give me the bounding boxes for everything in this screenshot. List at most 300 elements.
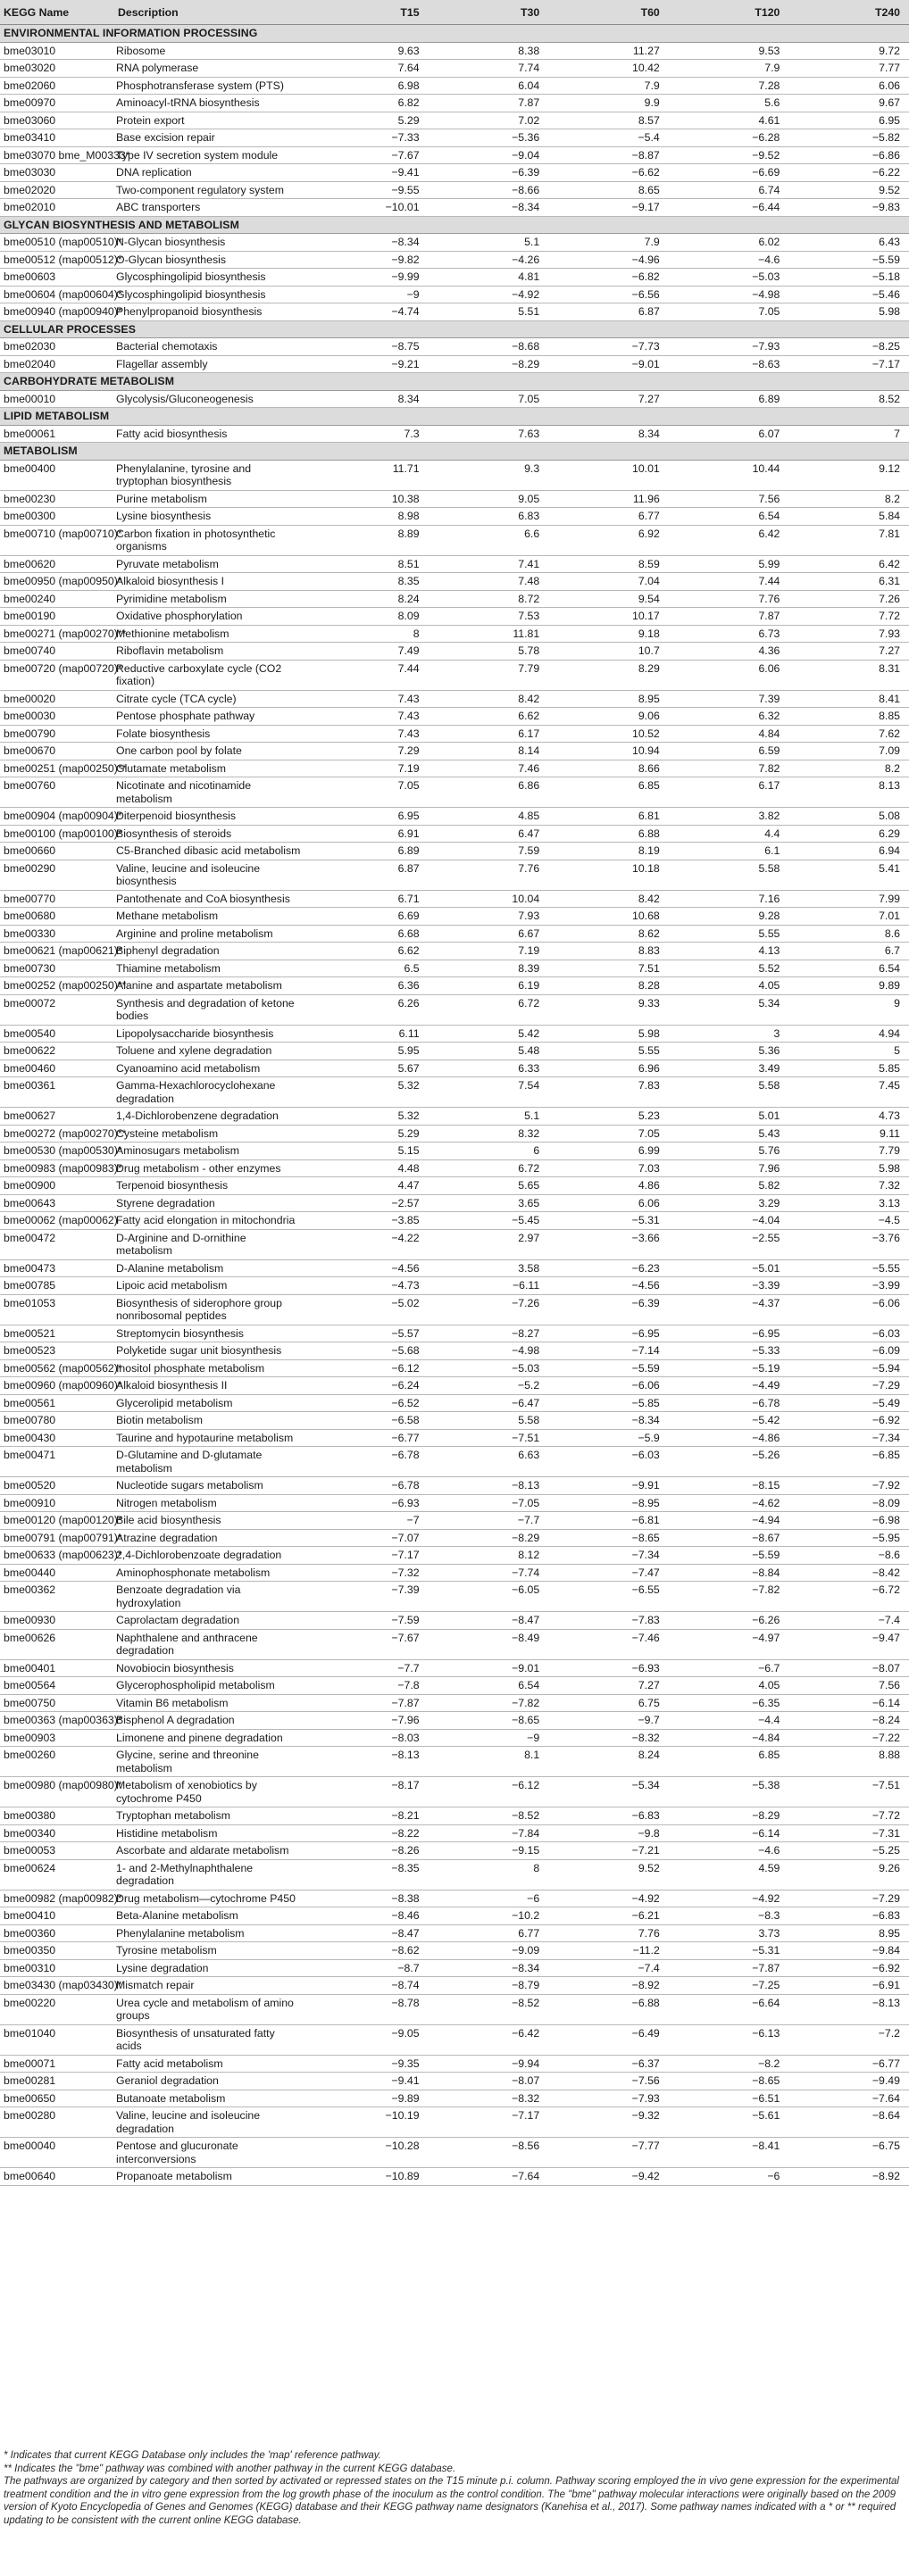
table-row bbox=[0, 129, 909, 147]
t240-cell: −8.92 bbox=[788, 2168, 909, 2186]
table-row bbox=[0, 1694, 909, 1712]
description-cell: Bacterial chemotaxis bbox=[114, 338, 308, 356]
t60-cell: 8.57 bbox=[548, 112, 669, 129]
t60-cell: −11.2 bbox=[548, 1942, 669, 1960]
kegg-name-cell: bme00290 bbox=[0, 860, 114, 890]
kegg-name-cell: bme00633 (map00623)* bbox=[0, 1547, 114, 1565]
t240-cell: 9.52 bbox=[788, 181, 909, 199]
t240-cell: 4.73 bbox=[788, 1108, 909, 1126]
t120-cell: 7.16 bbox=[669, 890, 789, 908]
t30-cell: 7.76 bbox=[429, 860, 549, 890]
t30-cell: 6.33 bbox=[429, 1059, 549, 1077]
t15-cell: −6.78 bbox=[308, 1447, 429, 1477]
t240-cell: −6.92 bbox=[788, 1959, 909, 1977]
kegg-name-cell: bme00627 bbox=[0, 1108, 114, 1126]
t60-cell: −6.49 bbox=[548, 2024, 669, 2055]
t30-cell: 8.72 bbox=[429, 590, 549, 608]
description-cell: D-Arginine and D-ornithine metabolism bbox=[114, 1229, 308, 1259]
t15-cell: 5.32 bbox=[308, 1108, 429, 1126]
t30-cell: −8.29 bbox=[429, 1529, 549, 1547]
kegg-name-cell: bme00400 bbox=[0, 460, 114, 490]
table-row bbox=[0, 1294, 909, 1325]
t15-cell: −9.55 bbox=[308, 181, 429, 199]
t120-cell: 3 bbox=[669, 1025, 789, 1043]
description-cell: Pyruvate metabolism bbox=[114, 555, 308, 573]
t120-cell: −8.2 bbox=[669, 2055, 789, 2073]
table-row bbox=[0, 1907, 909, 1925]
t30-cell: −5.03 bbox=[429, 1359, 549, 1377]
t240-cell: 8.2 bbox=[788, 760, 909, 777]
t120-cell: 7.76 bbox=[669, 590, 789, 608]
t30-cell: −9.94 bbox=[429, 2055, 549, 2073]
kegg-name-cell: bme00260 bbox=[0, 1747, 114, 1777]
t15-cell: 11.71 bbox=[308, 460, 429, 490]
t30-cell: 9.05 bbox=[429, 490, 549, 508]
t30-cell: −7.84 bbox=[429, 1824, 549, 1842]
description-cell: C5-Branched dibasic acid metabolism bbox=[114, 843, 308, 860]
t120-cell: −5.33 bbox=[669, 1342, 789, 1360]
description-cell: Two-component regulatory system bbox=[114, 181, 308, 199]
table-row bbox=[0, 1807, 909, 1825]
t240-cell: 6.54 bbox=[788, 960, 909, 977]
t120-cell: 5.55 bbox=[669, 925, 789, 943]
t60-cell: 7.51 bbox=[548, 960, 669, 977]
t30-cell: 11.81 bbox=[429, 625, 549, 643]
t15-cell: −4.74 bbox=[308, 303, 429, 321]
t15-cell: 6.95 bbox=[308, 808, 429, 826]
t30-cell: 7.63 bbox=[429, 425, 549, 443]
t60-cell: −6.83 bbox=[548, 1807, 669, 1825]
t30-cell: 7.19 bbox=[429, 943, 549, 960]
t30-cell: 7.46 bbox=[429, 760, 549, 777]
t240-cell: −7.72 bbox=[788, 1807, 909, 1825]
kegg-name-cell: bme00680 bbox=[0, 908, 114, 926]
table-row bbox=[0, 1659, 909, 1677]
category-label: METABOLISM bbox=[0, 443, 909, 461]
t60-cell: −6.21 bbox=[548, 1907, 669, 1925]
description-cell: Taurine and hypotaurine metabolism bbox=[114, 1429, 308, 1447]
t60-cell: −8.65 bbox=[548, 1529, 669, 1547]
t60-cell: −8.32 bbox=[548, 1729, 669, 1747]
t30-cell: −8.52 bbox=[429, 1807, 549, 1825]
kegg-name-cell: bme00940 (map00940)* bbox=[0, 303, 114, 321]
category-row bbox=[0, 443, 909, 461]
t120-cell: 4.59 bbox=[669, 1859, 789, 1890]
description-cell: O-Glycan biosynthesis bbox=[114, 251, 308, 269]
t120-cell: 3.82 bbox=[669, 808, 789, 826]
description-cell: Alkaloid biosynthesis I bbox=[114, 573, 308, 591]
t60-cell: 6.85 bbox=[548, 777, 669, 808]
kegg-name-cell: bme00472 bbox=[0, 1229, 114, 1259]
t240-cell: −7.51 bbox=[788, 1777, 909, 1807]
description-cell: Bisphenol A degradation bbox=[114, 1712, 308, 1730]
description-cell: Novobiocin biosynthesis bbox=[114, 1659, 308, 1677]
t120-cell: 4.36 bbox=[669, 643, 789, 661]
t120-cell: −6.14 bbox=[669, 1824, 789, 1842]
t120-cell: 6.85 bbox=[669, 1747, 789, 1777]
t15-cell: 5.67 bbox=[308, 1059, 429, 1077]
t120-cell: −8.84 bbox=[669, 1564, 789, 1582]
column-header-t15: T15 bbox=[308, 0, 429, 25]
t15-cell: 6.5 bbox=[308, 960, 429, 977]
t60-cell: −6.81 bbox=[548, 1512, 669, 1530]
t120-cell: 7.87 bbox=[669, 608, 789, 626]
t60-cell: −6.82 bbox=[548, 269, 669, 287]
t15-cell: −7.32 bbox=[308, 1564, 429, 1582]
t15-cell: −9.05 bbox=[308, 2024, 429, 2055]
t30-cell: −5.36 bbox=[429, 129, 549, 147]
t30-cell: 7.93 bbox=[429, 908, 549, 926]
t120-cell: −6.95 bbox=[669, 1325, 789, 1342]
t15-cell: −10.01 bbox=[308, 199, 429, 217]
category-row bbox=[0, 373, 909, 391]
t15-cell: 6.26 bbox=[308, 994, 429, 1025]
t240-cell: 7.62 bbox=[788, 725, 909, 743]
t120-cell: 5.58 bbox=[669, 860, 789, 890]
kegg-name-cell: bme00660 bbox=[0, 843, 114, 860]
t15-cell: 6.11 bbox=[308, 1025, 429, 1043]
t240-cell: −7.29 bbox=[788, 1377, 909, 1395]
t60-cell: −5.85 bbox=[548, 1394, 669, 1412]
description-cell: Terpenoid biosynthesis bbox=[114, 1177, 308, 1195]
description-cell: Propanoate metabolism bbox=[114, 2168, 308, 2186]
t30-cell: 6.83 bbox=[429, 508, 549, 526]
kegg-name-cell: bme00720 (map00720)* bbox=[0, 660, 114, 690]
description-cell: Aminosugars metabolism bbox=[114, 1143, 308, 1160]
kegg-name-cell: bme01053 bbox=[0, 1294, 114, 1325]
t240-cell: 7.72 bbox=[788, 608, 909, 626]
t240-cell: −6.72 bbox=[788, 1582, 909, 1612]
t15-cell: −9.82 bbox=[308, 251, 429, 269]
table-row bbox=[0, 1747, 909, 1777]
t60-cell: −9.01 bbox=[548, 355, 669, 373]
table-row bbox=[0, 2138, 909, 2168]
t120-cell: −6.35 bbox=[669, 1694, 789, 1712]
t30-cell: 6.77 bbox=[429, 1924, 549, 1942]
t15-cell: −6.24 bbox=[308, 1377, 429, 1395]
t30-cell: −8.27 bbox=[429, 1325, 549, 1342]
description-cell: Pantothenate and CoA biosynthesis bbox=[114, 890, 308, 908]
t240-cell: −9.84 bbox=[788, 1942, 909, 1960]
t120-cell: −5.42 bbox=[669, 1412, 789, 1430]
table-row bbox=[0, 1890, 909, 1907]
t240-cell: −3.76 bbox=[788, 1229, 909, 1259]
t30-cell: 3.58 bbox=[429, 1259, 549, 1277]
kegg-name-cell: bme00240 bbox=[0, 590, 114, 608]
t15-cell: 7.49 bbox=[308, 643, 429, 661]
t60-cell: 7.83 bbox=[548, 1077, 669, 1108]
t15-cell: 7.43 bbox=[308, 708, 429, 726]
description-cell: Alkaloid biosynthesis II bbox=[114, 1377, 308, 1395]
description-cell: Inositol phosphate metabolism bbox=[114, 1359, 308, 1377]
t60-cell: −8.92 bbox=[548, 1977, 669, 1995]
description-cell: Citrate cycle (TCA cycle) bbox=[114, 690, 308, 708]
table-row bbox=[0, 1842, 909, 1860]
t120-cell: −4.04 bbox=[669, 1212, 789, 1230]
t15-cell: −6.52 bbox=[308, 1394, 429, 1412]
t30-cell: −9.01 bbox=[429, 1659, 549, 1677]
t240-cell: 8.31 bbox=[788, 660, 909, 690]
table-row bbox=[0, 1059, 909, 1077]
t120-cell: −6 bbox=[669, 2168, 789, 2186]
t60-cell: 7.9 bbox=[548, 77, 669, 95]
kegg-name-cell: bme00380 bbox=[0, 1807, 114, 1825]
kegg-name-cell: bme00271 (map00270)** bbox=[0, 625, 114, 643]
table-row bbox=[0, 1547, 909, 1565]
t60-cell: −7.47 bbox=[548, 1564, 669, 1582]
t60-cell: 7.03 bbox=[548, 1159, 669, 1177]
t60-cell: 6.88 bbox=[548, 825, 669, 843]
t30-cell: 8 bbox=[429, 1859, 549, 1890]
t240-cell: −6.85 bbox=[788, 1447, 909, 1477]
table-row bbox=[0, 608, 909, 626]
t30-cell: −4.92 bbox=[429, 286, 549, 303]
t15-cell: −7.17 bbox=[308, 1547, 429, 1565]
t120-cell: −9.52 bbox=[669, 146, 789, 164]
t120-cell: 7.56 bbox=[669, 490, 789, 508]
t30-cell: 6.72 bbox=[429, 1159, 549, 1177]
t15-cell: −8.35 bbox=[308, 1859, 429, 1890]
t240-cell: 7.01 bbox=[788, 908, 909, 926]
kegg-name-cell: bme00624 bbox=[0, 1859, 114, 1890]
t15-cell: 7.3 bbox=[308, 425, 429, 443]
t120-cell: 5.99 bbox=[669, 555, 789, 573]
column-header-description: Description bbox=[114, 0, 308, 25]
description-cell: 2,4-Dichlorobenzoate degradation bbox=[114, 1547, 308, 1565]
t15-cell: 4.47 bbox=[308, 1177, 429, 1195]
t60-cell: 7.27 bbox=[548, 1677, 669, 1695]
t120-cell: −7.87 bbox=[669, 1959, 789, 1977]
t15-cell: 8.24 bbox=[308, 590, 429, 608]
t30-cell: −6.42 bbox=[429, 2024, 549, 2055]
kegg-name-cell: bme00512 (map00512)* bbox=[0, 251, 114, 269]
table-row bbox=[0, 1677, 909, 1695]
table-row bbox=[0, 338, 909, 356]
t60-cell: −9.91 bbox=[548, 1477, 669, 1495]
t120-cell: 6.89 bbox=[669, 390, 789, 408]
t15-cell: −8.75 bbox=[308, 338, 429, 356]
t120-cell: −4.4 bbox=[669, 1712, 789, 1730]
t15-cell: −10.89 bbox=[308, 2168, 429, 2186]
kegg-name-cell: bme00010 bbox=[0, 390, 114, 408]
t15-cell: −8.21 bbox=[308, 1807, 429, 1825]
t120-cell: 3.73 bbox=[669, 1924, 789, 1942]
t15-cell: −7.96 bbox=[308, 1712, 429, 1730]
column-header-t240: T240 bbox=[788, 0, 909, 25]
description-cell: Naphthalene and anthracene degradation bbox=[114, 1629, 308, 1659]
t60-cell: −9.7 bbox=[548, 1712, 669, 1730]
t15-cell: 8.98 bbox=[308, 508, 429, 526]
t240-cell: −6.22 bbox=[788, 164, 909, 182]
table-row bbox=[0, 690, 909, 708]
t60-cell: 8.83 bbox=[548, 943, 669, 960]
t240-cell: −7.29 bbox=[788, 1890, 909, 1907]
table-row bbox=[0, 2168, 909, 2186]
t60-cell: 6.77 bbox=[548, 508, 669, 526]
table-row bbox=[0, 251, 909, 269]
table-row bbox=[0, 977, 909, 995]
t120-cell: −6.28 bbox=[669, 129, 789, 147]
t240-cell: −5.49 bbox=[788, 1394, 909, 1412]
t60-cell: −5.31 bbox=[548, 1212, 669, 1230]
table-row bbox=[0, 860, 909, 890]
description-cell: Glycerolipid metabolism bbox=[114, 1394, 308, 1412]
kegg-name-cell: bme00220 bbox=[0, 1994, 114, 2024]
t15-cell: 7.43 bbox=[308, 690, 429, 708]
description-cell: Purine metabolism bbox=[114, 490, 308, 508]
t30-cell: 8.42 bbox=[429, 690, 549, 708]
table-row bbox=[0, 573, 909, 591]
t15-cell: 6.62 bbox=[308, 943, 429, 960]
kegg-name-cell: bme00430 bbox=[0, 1429, 114, 1447]
t120-cell: 6.42 bbox=[669, 525, 789, 555]
description-cell: Lipopolysaccharide biosynthesis bbox=[114, 1025, 308, 1043]
description-cell: Phenylalanine, tyrosine and tryptophan biosynthesis bbox=[114, 460, 308, 490]
t240-cell: −8.09 bbox=[788, 1494, 909, 1512]
t60-cell: −4.92 bbox=[548, 1890, 669, 1907]
t240-cell: 9 bbox=[788, 994, 909, 1025]
t30-cell: −8.66 bbox=[429, 181, 549, 199]
t60-cell: 5.98 bbox=[548, 1025, 669, 1043]
kegg-name-cell: bme00030 bbox=[0, 708, 114, 726]
table-row bbox=[0, 1259, 909, 1277]
t60-cell: 8.95 bbox=[548, 690, 669, 708]
kegg-name-cell: bme00791 (map00791)* bbox=[0, 1529, 114, 1547]
t60-cell: −7.46 bbox=[548, 1629, 669, 1659]
t15-cell: 6.71 bbox=[308, 890, 429, 908]
description-cell: Lysine degradation bbox=[114, 1959, 308, 1977]
description-cell: 1- and 2-Methylnaphthalene degradation bbox=[114, 1859, 308, 1890]
t15-cell: −5.68 bbox=[308, 1342, 429, 1360]
t30-cell: 5.1 bbox=[429, 234, 549, 252]
t240-cell: 3.13 bbox=[788, 1194, 909, 1212]
t60-cell: 6.87 bbox=[548, 303, 669, 321]
t60-cell: −9.32 bbox=[548, 2107, 669, 2138]
description-cell: D-Glutamine and D-glutamate metabolism bbox=[114, 1447, 308, 1477]
table-row bbox=[0, 234, 909, 252]
kegg-name-cell: bme00930 bbox=[0, 1612, 114, 1630]
t15-cell: 4.48 bbox=[308, 1159, 429, 1177]
t120-cell: −5.03 bbox=[669, 269, 789, 287]
t30-cell: 6.62 bbox=[429, 708, 549, 726]
t120-cell: −6.44 bbox=[669, 199, 789, 217]
table-row bbox=[0, 994, 909, 1025]
t30-cell: 3.65 bbox=[429, 1194, 549, 1212]
kegg-name-cell: bme00510 (map00510)* bbox=[0, 234, 114, 252]
t30-cell: 6.72 bbox=[429, 994, 549, 1025]
description-cell: Fatty acid elongation in mitochondria bbox=[114, 1212, 308, 1230]
t120-cell: −4.62 bbox=[669, 1494, 789, 1512]
t240-cell: 7.09 bbox=[788, 743, 909, 760]
table-row bbox=[0, 390, 909, 408]
t120-cell: −6.7 bbox=[669, 1659, 789, 1677]
kegg-name-cell: bme00440 bbox=[0, 1564, 114, 1582]
t30-cell: 7.41 bbox=[429, 555, 549, 573]
kegg-name-cell: bme03020 bbox=[0, 60, 114, 78]
t240-cell: 7.81 bbox=[788, 525, 909, 555]
t120-cell: −4.97 bbox=[669, 1629, 789, 1659]
description-cell: N-Glycan biosynthesis bbox=[114, 234, 308, 252]
t240-cell: −7.22 bbox=[788, 1729, 909, 1747]
t15-cell: −9.21 bbox=[308, 355, 429, 373]
kegg-name-cell: bme00252 (map00250)** bbox=[0, 977, 114, 995]
kegg-name-cell: bme00970 bbox=[0, 95, 114, 112]
t120-cell: 5.76 bbox=[669, 1143, 789, 1160]
table-row bbox=[0, 625, 909, 643]
table-row bbox=[0, 943, 909, 960]
t240-cell: 7.77 bbox=[788, 60, 909, 78]
t240-cell: 7.93 bbox=[788, 625, 909, 643]
table-row bbox=[0, 199, 909, 217]
table-row bbox=[0, 808, 909, 826]
kegg-name-cell: bme00620 bbox=[0, 555, 114, 573]
t240-cell: −5.25 bbox=[788, 1842, 909, 1860]
t30-cell: −8.29 bbox=[429, 355, 549, 373]
t15-cell: −6.93 bbox=[308, 1494, 429, 1512]
t120-cell: −6.26 bbox=[669, 1612, 789, 1630]
description-cell: Beta-Alanine metabolism bbox=[114, 1907, 308, 1925]
t15-cell: 8.89 bbox=[308, 525, 429, 555]
kegg-name-cell: bme00604 (map00604)* bbox=[0, 286, 114, 303]
t30-cell: 2.97 bbox=[429, 1229, 549, 1259]
t120-cell: −5.01 bbox=[669, 1259, 789, 1277]
table-row bbox=[0, 508, 909, 526]
t30-cell: −8.13 bbox=[429, 1477, 549, 1495]
t15-cell: −8.26 bbox=[308, 1842, 429, 1860]
kegg-name-cell: bme03010 bbox=[0, 42, 114, 60]
t15-cell: −5.57 bbox=[308, 1325, 429, 1342]
t30-cell: −9.04 bbox=[429, 146, 549, 164]
t240-cell: 6.42 bbox=[788, 555, 909, 573]
t15-cell: −8.13 bbox=[308, 1747, 429, 1777]
table-row bbox=[0, 1447, 909, 1477]
t30-cell: −8.49 bbox=[429, 1629, 549, 1659]
t15-cell: 9.63 bbox=[308, 42, 429, 60]
t15-cell: −8.34 bbox=[308, 234, 429, 252]
t30-cell: 7.05 bbox=[429, 390, 549, 408]
t30-cell: −7.82 bbox=[429, 1694, 549, 1712]
t15-cell: −7.33 bbox=[308, 129, 429, 147]
t60-cell: −4.56 bbox=[548, 1277, 669, 1295]
table-row bbox=[0, 660, 909, 690]
t120-cell: −8.63 bbox=[669, 355, 789, 373]
kegg-name-cell: bme00790 bbox=[0, 725, 114, 743]
description-cell: Methane metabolism bbox=[114, 908, 308, 926]
t30-cell: 7.02 bbox=[429, 112, 549, 129]
t15-cell: −5.02 bbox=[308, 1294, 429, 1325]
description-cell: Streptomycin biosynthesis bbox=[114, 1325, 308, 1342]
table-row bbox=[0, 60, 909, 78]
t60-cell: −9.8 bbox=[548, 1824, 669, 1842]
t15-cell: −8.7 bbox=[308, 1959, 429, 1977]
t30-cell: 7.74 bbox=[429, 60, 549, 78]
description-cell: Gamma-Hexachlorocyclohexane degradation bbox=[114, 1077, 308, 1108]
kegg-name-cell: bme00621 (map00621)* bbox=[0, 943, 114, 960]
description-cell: Phosphotransferase system (PTS) bbox=[114, 77, 308, 95]
kegg-name-cell: bme00980 (map00980)* bbox=[0, 1777, 114, 1807]
description-cell: Aminophosphonate metabolism bbox=[114, 1564, 308, 1582]
t30-cell: 6.17 bbox=[429, 725, 549, 743]
t120-cell: −6.69 bbox=[669, 164, 789, 182]
description-cell: Glycosphingolipid biosynthesis bbox=[114, 269, 308, 287]
t30-cell: 6.47 bbox=[429, 825, 549, 843]
t120-cell: 6.1 bbox=[669, 843, 789, 860]
t120-cell: −6.51 bbox=[669, 2090, 789, 2107]
t30-cell: −6.47 bbox=[429, 1394, 549, 1412]
kegg-name-cell: bme00040 bbox=[0, 2138, 114, 2168]
t120-cell: 4.05 bbox=[669, 977, 789, 995]
table-row bbox=[0, 2024, 909, 2055]
